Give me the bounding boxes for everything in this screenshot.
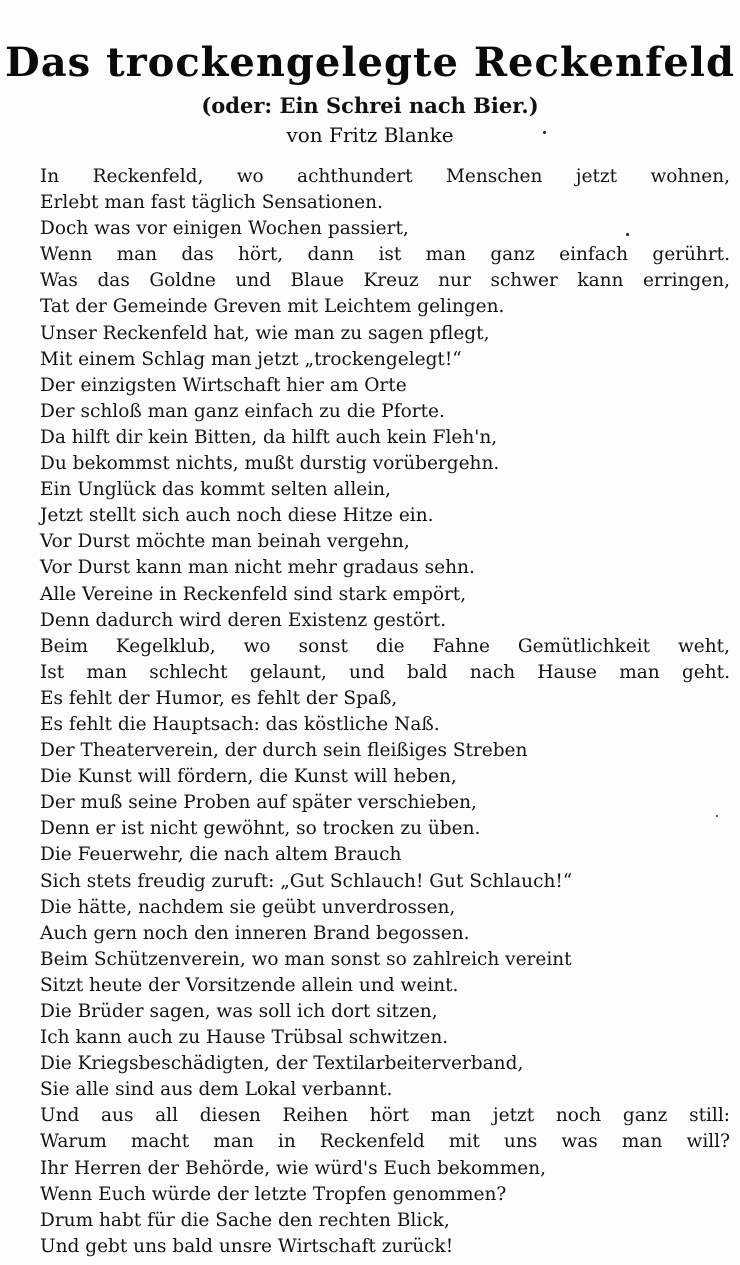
poem-line: Erlebt man fast täglich Sensationen.: [40, 192, 383, 214]
poem-line: Unser Reckenfeld hat, wie man zu sagen pflegt,: [40, 322, 490, 344]
poem-title: Das trockengelegte Reckenfeld: [5, 39, 735, 86]
poem-line: Jetzt stellt sich auch noch diese Hitze ein.: [40, 505, 434, 527]
poem-line: Mit einem Schlag man jetzt „trockengelegt!“: [40, 348, 462, 370]
poem-line: Ein Unglück das kommt selten allein,: [40, 479, 391, 501]
poem-line: Die hätte, nachdem sie geübt unverdrossen,: [40, 896, 456, 918]
poem-line: Auch gern noch den inneren Brand begossen.: [40, 922, 470, 944]
poem-line: Beim Kegelklub, wo sonst die Fahne Gemütlichkeit weht,: [40, 635, 730, 657]
poem-line: Beim Schützenverein, wo man sonst so zahlreich vereint: [40, 948, 572, 970]
poem-line: Die Brüder sagen, was soll ich dort sitzen,: [40, 1001, 438, 1022]
poem-line: Denn dadurch wird deren Existenz gestört.: [40, 609, 447, 631]
poem-line: Drum habt für die Sache den rechten Blick,: [40, 1209, 450, 1231]
poem-line: Warum macht man in Reckenfeld mit uns was man will?: [40, 1131, 730, 1153]
poem-line: Der einzigsten Wirtschaft hier am Orte: [40, 374, 407, 396]
ink-speck: [626, 233, 629, 236]
poem-author: von Fritz Blanke: [286, 123, 454, 147]
poem-line: Sie alle sind aus dem Lokal verbannt.: [40, 1079, 393, 1101]
poem-line: Der schloß man ganz einfach zu die Pforte.: [40, 400, 445, 422]
poem-line: Ist man schlecht gelaunt, und bald nach Hause man geht.: [40, 661, 730, 683]
poem-line: Der muß seine Proben auf später verschieben,: [40, 792, 477, 814]
ink-speck: [716, 815, 718, 817]
poem-subtitle: (oder: Ein Schrei nach Bier.): [201, 93, 539, 118]
poem-line: Vor Durst kann man nicht mehr gradaus sehn.: [40, 557, 475, 579]
poem-line: Da hilft dir kein Bitten, da hilft auch kein Fleh'n,: [40, 426, 498, 448]
poem-line: Die Kriegsbeschädigten, der Textilarbeiterverband,: [40, 1053, 524, 1075]
poem-body: [40, 164, 730, 1260]
poem-line: Und aus all diesen Reihen hört man jetzt noch ganz still:: [40, 1105, 730, 1127]
poem-line: Ihr Herren der Behörde, wie würd's Euch bekommen,: [40, 1157, 546, 1179]
poem-line: Die Kunst will fördern, die Kunst will heben,: [40, 766, 457, 788]
poem-line: Denn er ist nicht gewöhnt, so trocken zu üben.: [40, 818, 481, 840]
poem-line: Der Theaterverein, der durch sein fleißiges Streben: [40, 740, 528, 762]
poem-line: Wenn man das hört, dann ist man ganz einfach gerührt.: [40, 244, 730, 266]
poem-line: Die Feuerwehr, die nach altem Brauch: [40, 844, 402, 866]
poem-line: Wenn Euch würde der letzte Tropfen genommen?: [40, 1183, 507, 1205]
poem-line: Sitzt heute der Vorsitzende allein und weint.: [40, 974, 459, 996]
poem-line: In Reckenfeld, wo achthundert Menschen jetzt wohnen,: [40, 166, 730, 187]
poem-line: Was das Goldne und Blaue Kreuz nur schwer kann erringen,: [40, 270, 730, 292]
poem-line: Es fehlt die Hauptsach: das köstliche Naß.: [40, 713, 440, 735]
poem-line: Ich kann auch zu Hause Trübsal schwitzen.: [40, 1027, 449, 1049]
poem-line: Alle Vereine in Reckenfeld sind stark empört,: [40, 583, 467, 605]
poem-line: Es fehlt der Humor, es fehlt der Spaß,: [40, 687, 398, 709]
poem-line: Du bekommst nichts, mußt durstig vorübergehn.: [40, 453, 500, 475]
poem-line: Sich stets freudig zuruft: „Gut Schlauch! Gut Schlauch!“: [40, 870, 573, 892]
poem-line: Und gebt uns bald unsre Wirtschaft zurück!: [40, 1235, 454, 1257]
ink-speck: [543, 131, 546, 134]
poem-line: Doch was vor einigen Wochen passiert,: [40, 218, 409, 240]
poem-line: Vor Durst möchte man beinah vergehn,: [40, 531, 410, 553]
poem-line: Tat der Gemeinde Greven mit Leichtem gelingen.: [40, 296, 505, 318]
